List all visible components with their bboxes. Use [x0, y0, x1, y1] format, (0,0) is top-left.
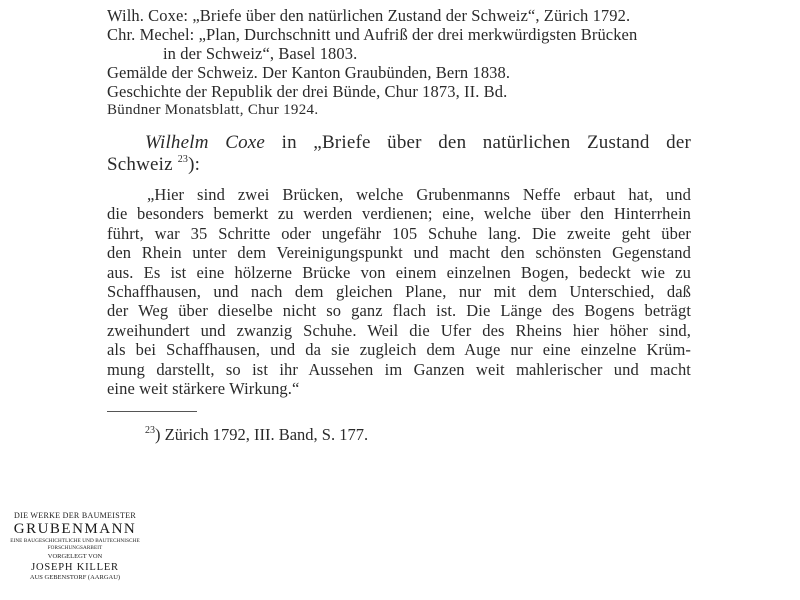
- bibliography-list: [107, 6, 707, 120]
- block-quote: [107, 185, 691, 398]
- quote-line: aus. Es ist eine hölzerne Brücke von einem einzelnen Bogen, bedeckt wie zu: [107, 262, 691, 282]
- credit-title: GRUBENMANN: [13, 521, 137, 537]
- footnote-number: 23: [145, 425, 155, 436]
- reference-entry: Gemälde der Schweiz. Der Kanton Graubünden, Bern 1838.: [107, 63, 511, 82]
- quote-line: als bei Schaffhausen, und da sie zugleich dem Auge nur eine einzelne Krüm-: [107, 340, 691, 360]
- author-name: Wilhelm Coxe: [145, 132, 266, 153]
- quote-line: mung darstellt, so ist ihr Aussehen im Ganzen weit mahlerischer und macht: [107, 359, 691, 379]
- intro-line: [107, 154, 691, 176]
- reference-entry-continuation: in der Schweiz“, Basel 1803.: [163, 44, 358, 63]
- source-credit: [0, 510, 150, 582]
- quote-line: Schaffhausen, und nach dem gleichen Plane, nur mit dem Unterschied, daß: [107, 282, 691, 302]
- footnote: [145, 425, 368, 444]
- quote-introduction: [107, 132, 691, 176]
- reference-entry: Wilh. Coxe: „Briefe über den natürlichen Zustand der Schweiz“, Zürich 1792.: [107, 6, 631, 25]
- quote-line: die besonders bemerkt zu werden verdienen; eine, welche über den Hinterrhein: [107, 204, 691, 224]
- reference-entry: Geschichte der Republik der drei Bünde, Chur 1873, II. Bd.: [107, 82, 508, 101]
- credit-author: JOSEPH KILLER: [31, 562, 119, 573]
- intro-text: ):: [188, 154, 201, 175]
- reference-entry: Bündner Monatsblatt, Chur 1924.: [107, 102, 319, 118]
- footnote-divider: [107, 411, 197, 412]
- credit-origin: AUS GEBENSTORF (AARGAU): [29, 574, 121, 581]
- quote-line: führt, war 35 Schritte oder ungefähr 105 Schuhe lang. Die zweite geht über: [107, 223, 691, 243]
- intro-text: in „Briefe über den natürlichen Zustand der: [281, 132, 691, 153]
- quote-line: zweihundert und zwanzig Schuhe. Weil die Ufer des Rheins hier höher sind,: [107, 320, 691, 340]
- footnote-text: ) Zürich 1792, III. Band, S. 177.: [155, 425, 369, 444]
- credit-presented-by: VORGELEGT VON: [47, 553, 103, 560]
- quote-line: eine weit stärkere Wirkung.“: [107, 379, 300, 399]
- footnote-reference: 23: [177, 154, 189, 165]
- reference-entry: Chr. Mechel: „Plan, Durchschnitt und Aufriß der drei merkwürdigsten Brücken: [107, 25, 638, 44]
- credit-subtitle: EINE BAUGESCHICHTLICHE UND BAUTECHNISCHE: [10, 538, 140, 544]
- quote-line: „Hier sind zwei Brücken, welche Grubenmanns Neffe erbaut hat, und: [147, 185, 691, 204]
- intro-text: Schweiz: [107, 154, 173, 175]
- credit-subtitle: FORSCHUNGSARBEIT: [47, 544, 103, 551]
- intro-line: [107, 132, 691, 154]
- quote-line: den Rhein unter dem Vereinigungspunkt und macht den schönsten Gegenstand: [107, 243, 691, 263]
- quote-line: der Weg über dieselbe nicht so ganz flach ist. Die Länge des Bogens beträgt: [107, 301, 691, 321]
- credit-series-title: DIE WERKE DER BAUMEISTER: [14, 511, 136, 520]
